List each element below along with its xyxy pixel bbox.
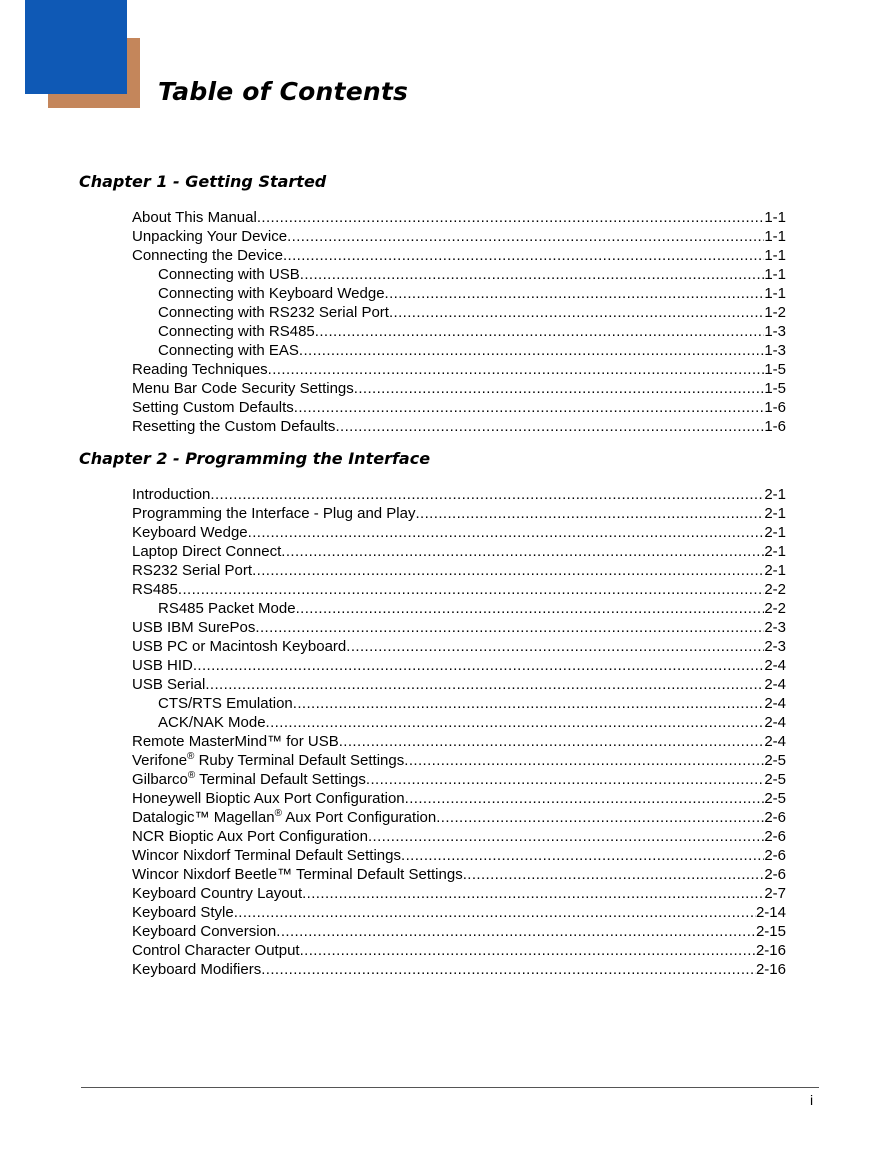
dot-leader xyxy=(252,561,764,580)
toc-entry-title: CTS/RTS Emulation xyxy=(158,695,293,712)
dot-leader xyxy=(234,903,756,922)
toc-subentry[interactable] xyxy=(132,341,786,360)
dot-leader xyxy=(268,360,765,379)
toc-entry-label xyxy=(158,341,299,360)
toc-page-number: 2-5 xyxy=(764,771,786,788)
toc-entry-label xyxy=(158,694,293,713)
toc-entry-title: Connecting with RS232 Serial Port xyxy=(158,304,389,321)
toc-page-number: 2-6 xyxy=(764,866,786,883)
toc-entry[interactable] xyxy=(132,208,786,227)
toc-entry[interactable] xyxy=(132,485,786,504)
toc-entry-title: Keyboard Wedge xyxy=(132,524,248,541)
chapter-1-heading: Chapter 1 - Getting Started xyxy=(79,172,327,191)
toc-entry-title: Gilbarco xyxy=(132,771,188,788)
toc-entry-label xyxy=(158,303,389,322)
toc-page-number: 2-1 xyxy=(764,562,786,579)
toc-entry[interactable] xyxy=(132,675,786,694)
dot-leader xyxy=(346,637,764,656)
toc-entry-title: NCR Bioptic Aux Port Configuration xyxy=(132,828,368,845)
toc-entry[interactable] xyxy=(132,789,786,808)
toc-entry[interactable] xyxy=(132,846,786,865)
toc-entry-label xyxy=(132,865,463,884)
dot-leader xyxy=(178,580,764,599)
toc-entry-label xyxy=(158,265,300,284)
toc-page-number: 2-1 xyxy=(764,543,786,560)
toc-entry[interactable] xyxy=(132,398,786,417)
toc-entry[interactable] xyxy=(132,360,786,379)
toc-page-number: 2-5 xyxy=(764,752,786,769)
toc-entry-title: ACK/NAK Mode xyxy=(158,714,266,731)
toc-entry-title: Remote MasterMind™ for USB xyxy=(132,733,339,750)
dot-leader xyxy=(248,523,765,542)
toc-entry[interactable] xyxy=(132,751,786,770)
toc-entry[interactable] xyxy=(132,903,786,922)
toc-entry-title: RS485 xyxy=(132,581,178,598)
dot-leader xyxy=(281,542,764,561)
footer-page-number: i xyxy=(810,1092,814,1108)
toc-entry-title: USB PC or Macintosh Keyboard xyxy=(132,638,347,655)
toc-page-number: 1-6 xyxy=(764,399,786,416)
toc-entry[interactable] xyxy=(132,865,786,884)
toc-entry-title: Programming the Interface - Plug and Play xyxy=(132,505,416,522)
toc-entry[interactable] xyxy=(132,417,786,436)
toc-entry-title: Control Character Output xyxy=(132,942,300,959)
toc-page-number: 2-6 xyxy=(764,809,786,826)
toc-entry[interactable] xyxy=(132,246,786,265)
toc-page-number: 1-3 xyxy=(764,342,786,359)
toc-entry-title: Keyboard Modifiers xyxy=(132,961,262,978)
toc-entry-title-continued: Terminal Default Settings xyxy=(195,771,366,788)
toc-page-number: 2-4 xyxy=(764,714,786,731)
page-title: Table of Contents xyxy=(158,77,409,106)
toc-entry-title: Wincor Nixdorf Terminal Default Settings xyxy=(132,847,401,864)
toc-page-number: 2-16 xyxy=(755,961,786,978)
toc-entry-title: RS485 Packet Mode xyxy=(158,600,296,617)
dot-leader xyxy=(404,751,764,770)
toc-entry-label xyxy=(132,485,210,504)
toc-entry-label xyxy=(132,561,252,580)
toc-entry-label xyxy=(132,732,339,751)
toc-page-number: 2-6 xyxy=(764,847,786,864)
toc-page-number: 1-6 xyxy=(764,418,786,435)
dot-leader xyxy=(315,322,765,341)
toc-entry[interactable] xyxy=(132,523,786,542)
toc-entry[interactable] xyxy=(132,884,786,903)
toc-subentry[interactable] xyxy=(132,322,786,341)
toc-page-number: 2-7 xyxy=(764,885,786,902)
toc-entry-title: Resetting the Custom Defaults xyxy=(132,418,336,435)
dot-leader xyxy=(302,884,764,903)
dot-leader xyxy=(210,485,764,504)
toc-page-number: 2-2 xyxy=(764,600,786,617)
toc-page-number: 1-5 xyxy=(764,361,786,378)
toc-entry-label xyxy=(132,941,300,960)
toc-entry[interactable] xyxy=(132,732,786,751)
toc-entry[interactable] xyxy=(132,580,786,599)
toc-entry-title: Connecting with EAS xyxy=(158,342,299,359)
toc-entry-label xyxy=(132,417,335,436)
toc-entry[interactable] xyxy=(132,808,786,827)
toc-entry-label xyxy=(132,637,346,656)
toc-entry-title: Connecting with Keyboard Wedge xyxy=(158,285,385,302)
toc-entry-label xyxy=(132,398,294,417)
toc-entry-label xyxy=(132,827,368,846)
toc-entry-title: Honeywell Bioptic Aux Port Configuration xyxy=(132,790,405,807)
toc-entry[interactable] xyxy=(132,561,786,580)
toc-entry[interactable] xyxy=(132,770,786,789)
toc-page-number: 2-1 xyxy=(764,524,786,541)
dot-leader xyxy=(335,417,764,436)
toc-subentry[interactable] xyxy=(132,284,786,303)
toc-page-number: 2-3 xyxy=(764,619,786,636)
toc-entry-title: Connecting with RS485 xyxy=(158,323,315,340)
toc-entry-label xyxy=(132,846,401,865)
dot-leader xyxy=(255,618,764,637)
toc-subentry[interactable] xyxy=(132,713,786,732)
toc-entry[interactable] xyxy=(132,504,786,523)
toc-page-number: 2-1 xyxy=(764,505,786,522)
toc-entry-label xyxy=(132,227,287,246)
toc-entry-label xyxy=(132,789,405,808)
toc-page-number: 1-1 xyxy=(764,209,786,226)
toc-subentry[interactable] xyxy=(132,265,786,284)
toc-entry-label xyxy=(132,656,193,675)
toc-entry[interactable] xyxy=(132,960,786,979)
toc-entry-title: USB HID xyxy=(132,657,193,674)
dot-leader xyxy=(261,960,756,979)
toc-page-number: 2-16 xyxy=(755,942,786,959)
toc-page-number: 2-14 xyxy=(755,904,786,921)
toc-entry-title: About This Manual xyxy=(132,209,257,226)
toc-entry-label xyxy=(158,284,385,303)
dot-leader xyxy=(405,789,765,808)
dot-leader xyxy=(354,379,765,398)
toc-entry-label xyxy=(158,599,296,618)
dot-leader xyxy=(300,265,765,284)
dot-leader xyxy=(415,504,764,523)
chapter-2-heading: Chapter 2 - Programming the Interface xyxy=(79,449,431,468)
dot-leader xyxy=(385,284,765,303)
footer-rule xyxy=(81,1087,819,1088)
toc-entry-title: Menu Bar Code Security Settings xyxy=(132,380,354,397)
toc-entry-label xyxy=(132,580,178,599)
toc-subentry[interactable] xyxy=(132,694,786,713)
dot-leader xyxy=(366,770,764,789)
toc-entry-label xyxy=(132,542,281,561)
toc-entry-label xyxy=(132,246,283,265)
toc-entry-title: Unpacking Your Device xyxy=(132,228,288,245)
dot-leader xyxy=(205,675,764,694)
toc-subentry[interactable] xyxy=(132,599,786,618)
toc-page-number: 2-3 xyxy=(764,638,786,655)
dot-leader xyxy=(296,599,765,618)
dot-leader xyxy=(276,922,756,941)
toc-subentry[interactable] xyxy=(132,303,786,322)
registered-mark: ® xyxy=(187,770,196,781)
toc-entry-label xyxy=(132,903,234,922)
toc-page-number: 2-1 xyxy=(764,486,786,503)
toc-page-number: 2-6 xyxy=(764,828,786,845)
toc-page-number: 1-5 xyxy=(764,380,786,397)
toc-entry-title-continued: Ruby Terminal Default Settings xyxy=(194,752,405,769)
toc-page-number: 1-1 xyxy=(764,228,786,245)
toc-entry-title: RS232 Serial Port xyxy=(132,562,253,579)
chapter-1-toc xyxy=(132,208,786,436)
dot-leader xyxy=(193,656,764,675)
toc-entry-label xyxy=(158,322,315,341)
toc-entry-title: Keyboard Conversion xyxy=(132,923,277,940)
registered-mark: ® xyxy=(274,808,282,819)
toc-entry-label xyxy=(132,208,257,227)
dot-leader xyxy=(283,246,764,265)
corner-decoration-blue xyxy=(25,0,127,94)
toc-page-number: 2-5 xyxy=(764,790,786,807)
toc-entry-label xyxy=(132,675,205,694)
toc-entry[interactable] xyxy=(132,379,786,398)
toc-page-number: 1-2 xyxy=(764,304,786,321)
toc-page-number: 1-1 xyxy=(764,285,786,302)
dot-leader xyxy=(266,713,765,732)
toc-entry-title: Datalogic™ Magellan xyxy=(132,809,275,826)
dot-leader xyxy=(299,341,764,360)
toc-entry-title-continued: Aux Port Configuration xyxy=(281,809,437,826)
toc-entry-label xyxy=(132,922,276,941)
toc-entry-title: USB Serial xyxy=(132,676,206,693)
toc-entry[interactable] xyxy=(132,827,786,846)
toc-entry-title: USB IBM SurePos xyxy=(132,619,256,636)
dot-leader xyxy=(293,694,765,713)
toc-entry-title: Reading Techniques xyxy=(132,361,268,378)
toc-entry-title: Connecting the Device xyxy=(132,247,283,264)
toc-entry[interactable] xyxy=(132,922,786,941)
toc-entry-title: Wincor Nixdorf Beetle™ Terminal Default Settings xyxy=(132,866,463,883)
toc-entry[interactable] xyxy=(132,941,786,960)
toc-entry-title: Laptop Direct Connect xyxy=(132,543,282,560)
toc-entry-title: Keyboard Style xyxy=(132,904,234,921)
toc-entry-label xyxy=(132,884,302,903)
toc-page-number: 1-1 xyxy=(764,266,786,283)
toc-entry-title: Connecting with USB xyxy=(158,266,300,283)
toc-entry-label xyxy=(158,713,266,732)
toc-entry-label xyxy=(132,960,261,979)
toc-page-number: 2-15 xyxy=(755,923,786,940)
toc-entry-label xyxy=(132,751,404,770)
toc-entry-label xyxy=(132,523,248,542)
toc-entry-label xyxy=(132,770,366,789)
toc-entry-title: Verifone xyxy=(132,752,188,769)
toc-entry[interactable] xyxy=(132,227,786,246)
toc-entry-label xyxy=(132,379,354,398)
toc-page-number: 2-4 xyxy=(764,695,786,712)
registered-mark: ® xyxy=(187,751,195,762)
toc-page-number: 1-1 xyxy=(764,247,786,264)
dot-leader xyxy=(287,227,764,246)
toc-entry-title: Keyboard Country Layout xyxy=(132,885,303,902)
toc-entry-label xyxy=(132,618,255,637)
dot-leader xyxy=(368,827,764,846)
toc-entry-label xyxy=(132,504,415,523)
toc-page-number: 1-3 xyxy=(764,323,786,340)
dot-leader xyxy=(436,808,764,827)
chapter-2-toc xyxy=(132,485,786,979)
dot-leader xyxy=(294,398,765,417)
dot-leader xyxy=(300,941,756,960)
toc-entry[interactable] xyxy=(132,542,786,561)
dot-leader xyxy=(463,865,765,884)
toc-entry-title: Introduction xyxy=(132,486,211,503)
dot-leader xyxy=(389,303,764,322)
toc-page-number: 2-2 xyxy=(764,581,786,598)
dot-leader xyxy=(401,846,764,865)
toc-entry-label xyxy=(132,360,268,379)
toc-entry-label xyxy=(132,808,436,827)
toc-page-number: 2-4 xyxy=(764,657,786,674)
toc-page-number: 2-4 xyxy=(764,676,786,693)
dot-leader xyxy=(257,208,765,227)
toc-entry[interactable] xyxy=(132,656,786,675)
toc-entry[interactable] xyxy=(132,637,786,656)
toc-entry[interactable] xyxy=(132,618,786,637)
toc-entry-title: Setting Custom Defaults xyxy=(132,399,294,416)
toc-page-number: 2-4 xyxy=(764,733,786,750)
dot-leader xyxy=(339,732,765,751)
